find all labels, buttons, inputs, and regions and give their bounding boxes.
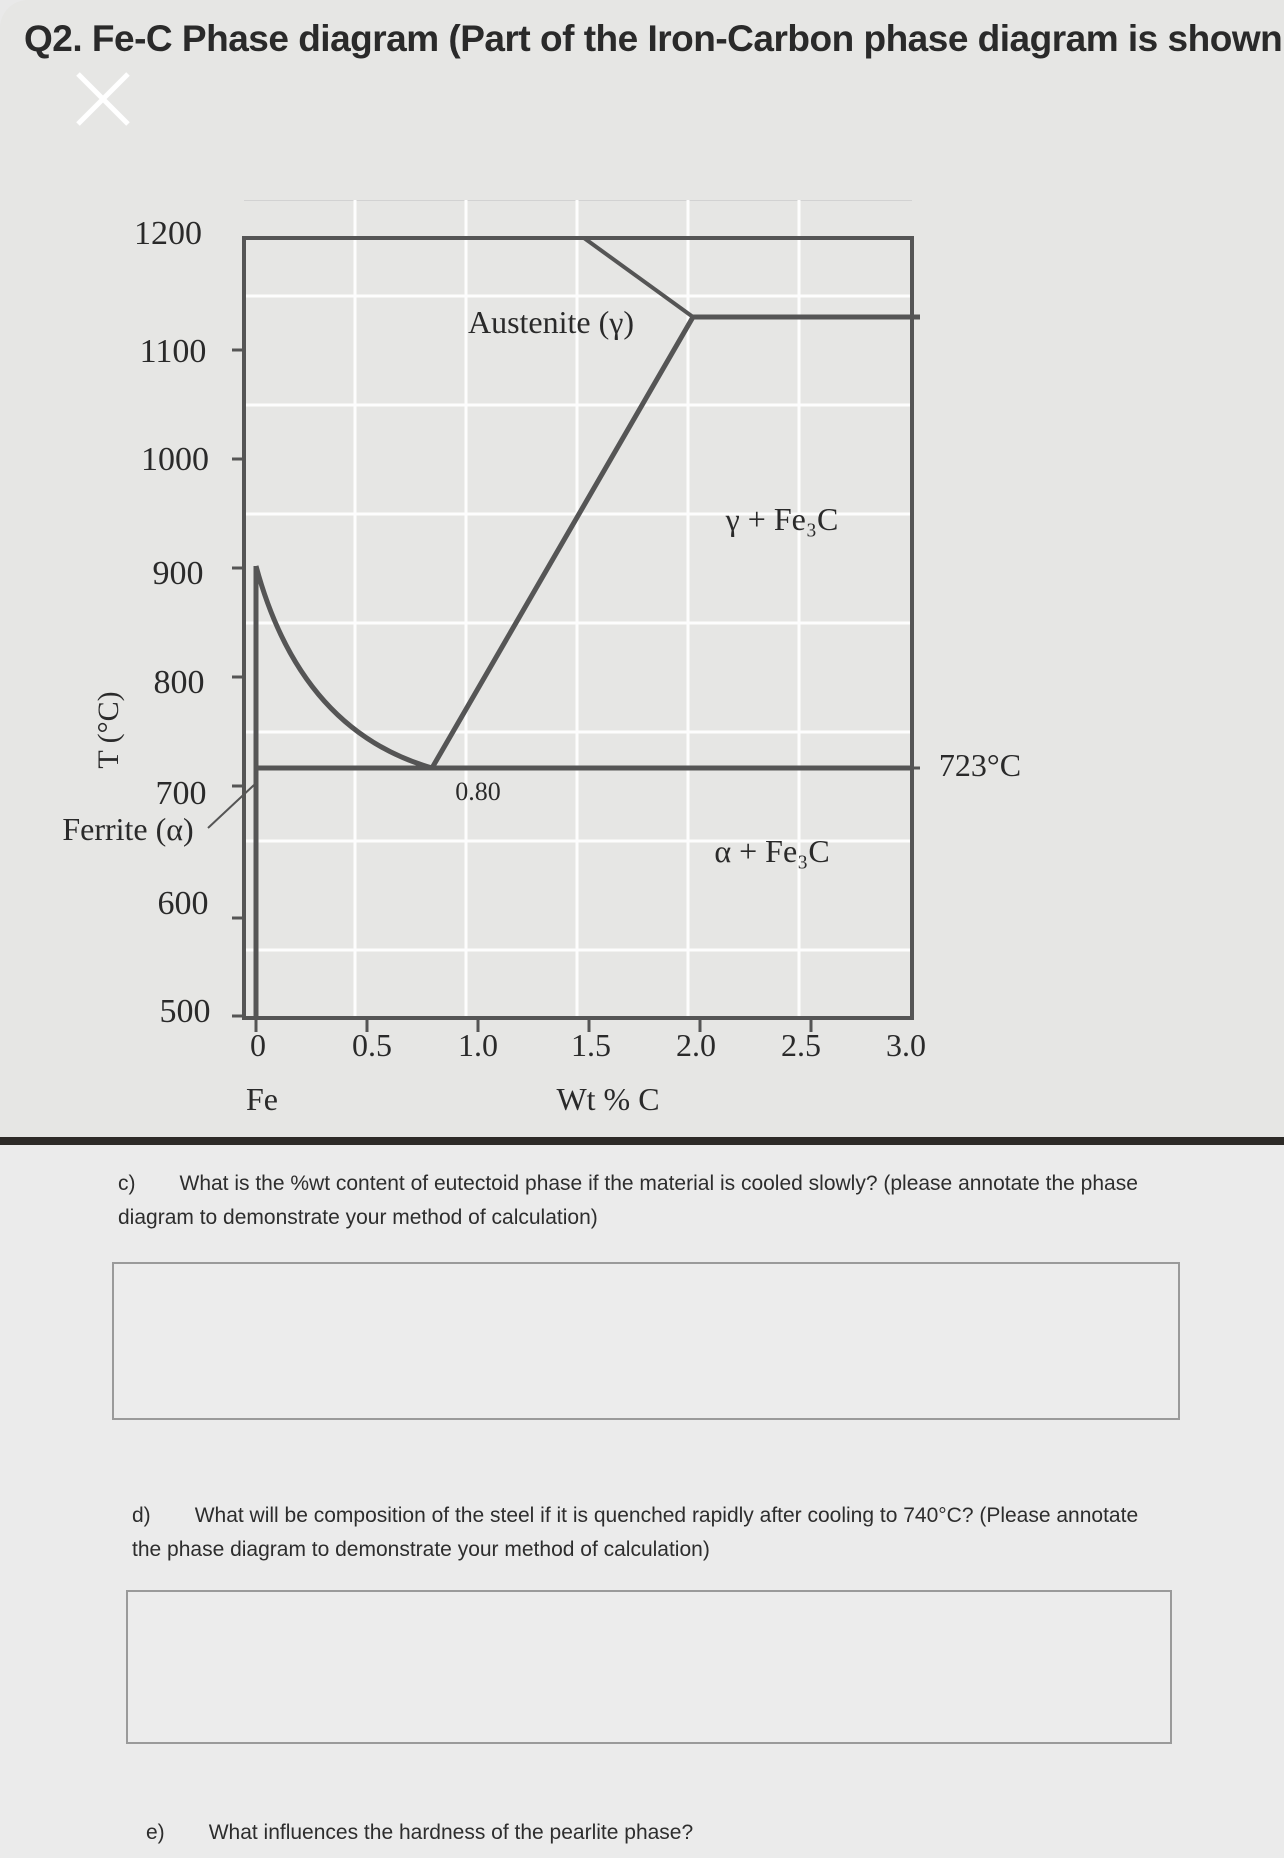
y-tick-600: 600 [157, 885, 209, 922]
x-tick-0.5: 0.5 [352, 1027, 392, 1063]
alpha-fe3c-label: α + Fe₃C [714, 833, 830, 869]
close-icon[interactable] [72, 68, 134, 130]
x-tick-1.5: 1.5 [571, 1027, 611, 1063]
question-d-label: d) [132, 1504, 151, 1527]
answer-box-c[interactable] [112, 1262, 1180, 1420]
y-axis-label: T (°C) [92, 691, 125, 769]
x-tick-1.0: 1.0 [458, 1027, 498, 1063]
question-title: Q2. Fe-C Phase diagram (Part of the Iron-Carbon phase diagram is shown [24, 18, 1283, 59]
x-tick-2.5: 2.5 [781, 1027, 821, 1063]
ferrite-label: Ferrite (α) [62, 811, 194, 847]
x-tick-marks [256, 1018, 811, 1032]
answer-box-d[interactable] [126, 1590, 1172, 1744]
x-axis-label: Wt % C [556, 1081, 660, 1117]
question-d-text: What will be composition of the steel if it is quenched rapidly after cooling to 740°C? (Please annotate the phase diagram to demonstrate your method of calculation) [132, 1504, 1139, 1561]
phase-diagram [0, 200, 1100, 1140]
y-tick-1200: 1200 [134, 215, 202, 252]
y-tick-1000: 1000 [141, 441, 209, 478]
question-d [132, 1499, 1172, 1567]
austenite-label: Austenite (γ) [467, 304, 635, 340]
question-e [146, 1816, 1046, 1850]
y-tick-700: 700 [155, 775, 207, 812]
question-c [118, 1167, 1168, 1235]
eutectoid-composition-label: 0.80 [455, 777, 501, 806]
question-e-text: What influences the hardness of the pearlite phase? [208, 1821, 694, 1844]
y-tick-500: 500 [159, 993, 211, 1030]
ferrite-pointer [208, 785, 254, 828]
y-tick-1100: 1100 [139, 333, 207, 370]
question-e-label: e) [146, 1821, 165, 1844]
eutectoid-temperature-label: 723°C [938, 747, 1022, 783]
fe-label: Fe [246, 1081, 278, 1117]
section-divider [0, 1137, 1284, 1145]
acm-line [432, 317, 693, 768]
ferrite-boundary [256, 566, 432, 768]
gamma-fe3c-label: γ + Fe₃C [725, 501, 839, 537]
x-tick-2.0: 2.0 [676, 1027, 716, 1063]
x-tick-0: 0 [250, 1027, 266, 1063]
y-tick-800: 800 [153, 664, 205, 701]
question-c-text: What is the %wt content of eutectoid phase if the material is cooled slowly? (please annotate the phase diagram to demonstrate your method of calculation) [118, 1172, 1138, 1229]
y-tick-900: 900 [152, 555, 204, 592]
x-tick-3.0: 3.0 [886, 1027, 926, 1063]
question-c-label: c) [118, 1172, 136, 1195]
